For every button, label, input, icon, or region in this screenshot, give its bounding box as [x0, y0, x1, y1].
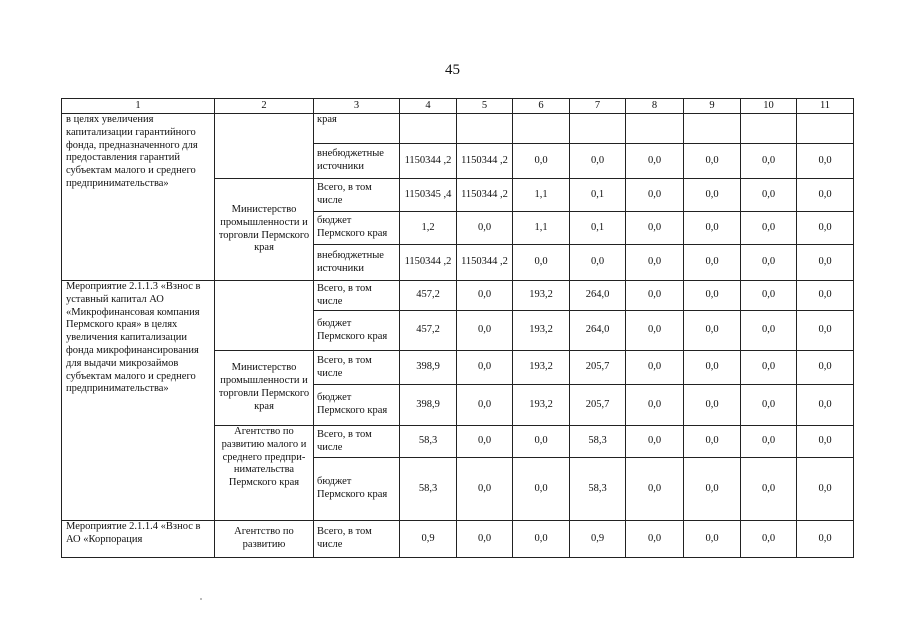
value-cell: 193,2 [513, 281, 570, 311]
value-cell: 0,0 [741, 179, 797, 212]
table-row [62, 114, 854, 144]
column-header: 2 [215, 99, 314, 114]
scan-speck [200, 598, 202, 600]
responsible-executor: Министерство промышленности и торговли Пермского края [215, 351, 314, 426]
value-cell: 0,1 [570, 212, 626, 245]
value-cell: 0,0 [457, 385, 513, 426]
value-cell: 0,0 [570, 144, 626, 179]
value-cell: 0,0 [626, 351, 684, 385]
value-cell: 193,2 [513, 311, 570, 351]
value-cell: 58,3 [400, 458, 457, 521]
value-cell: 0,0 [684, 281, 741, 311]
responsible-executor: Министерство промышленности и торговли Пермского края [215, 179, 314, 281]
responsible-executor: Агентство по развитию [215, 521, 314, 558]
value-cell: 0,0 [513, 144, 570, 179]
funding-source: края [314, 114, 400, 144]
value-cell: 0,0 [513, 458, 570, 521]
value-cell: 0,0 [457, 426, 513, 458]
value-cell [570, 114, 626, 144]
value-cell: 193,2 [513, 351, 570, 385]
value-cell: 58,3 [400, 426, 457, 458]
value-cell: 0,0 [626, 179, 684, 212]
budget-table [61, 98, 854, 558]
page-number: 45 [445, 62, 460, 78]
value-cell: 1150344 ,2 [457, 144, 513, 179]
value-cell: 0,0 [513, 245, 570, 281]
value-cell: 1150344 ,2 [400, 245, 457, 281]
value-cell: 398,9 [400, 385, 457, 426]
value-cell: 0,0 [684, 179, 741, 212]
column-header: 7 [570, 99, 626, 114]
value-cell: 0,0 [741, 385, 797, 426]
value-cell: 398,9 [400, 351, 457, 385]
column-header: 10 [741, 99, 797, 114]
value-cell: 1150344 ,2 [457, 245, 513, 281]
value-cell: 0,0 [626, 281, 684, 311]
value-cell: 0,9 [400, 521, 457, 558]
value-cell: 205,7 [570, 385, 626, 426]
funding-source: Всего, в том числе [314, 281, 400, 311]
value-cell: 457,2 [400, 281, 457, 311]
value-cell: 0,0 [457, 281, 513, 311]
funding-source: бюджет Пермского края [314, 311, 400, 351]
column-header: 3 [314, 99, 400, 114]
value-cell [741, 114, 797, 144]
funding-source: бюджет Пермского края [314, 458, 400, 521]
value-cell: 0,0 [626, 245, 684, 281]
value-cell: 0,0 [457, 212, 513, 245]
responsible-executor: Агентство по развитию малого и среднего предпри-нимательства Пермского края [215, 426, 314, 521]
value-cell: 0,0 [626, 144, 684, 179]
value-cell: 0,0 [684, 311, 741, 351]
value-cell: 0,0 [741, 458, 797, 521]
value-cell: 0,0 [626, 521, 684, 558]
column-header: 8 [626, 99, 684, 114]
funding-source: внебюджетные источники [314, 144, 400, 179]
value-cell: 0,0 [797, 351, 854, 385]
value-cell: 0,0 [684, 212, 741, 245]
value-cell: 0,0 [626, 458, 684, 521]
responsible-executor [215, 114, 314, 179]
value-cell: 0,0 [741, 245, 797, 281]
value-cell: 58,3 [570, 458, 626, 521]
value-cell: 0,0 [741, 521, 797, 558]
value-cell: 0,0 [797, 426, 854, 458]
value-cell: 0,0 [684, 458, 741, 521]
value-cell: 0,0 [513, 426, 570, 458]
value-cell: 0,0 [513, 521, 570, 558]
value-cell [457, 114, 513, 144]
value-cell: 0,0 [457, 458, 513, 521]
value-cell: 0,0 [684, 245, 741, 281]
column-header: 9 [684, 99, 741, 114]
column-header: 11 [797, 99, 854, 114]
value-cell: 0,0 [684, 521, 741, 558]
value-cell: 0,0 [797, 281, 854, 311]
value-cell: 0,1 [570, 179, 626, 212]
table-row [62, 281, 854, 311]
activity-description: Мероприятие 2.1.1.3 «Взнос в уставный капитал АО «Микрофинансовая компания Пермского края» в целях увеличения капитализации фонда микрофинансирования для выдачи микрозаймов субъектам малого и среднего предпринимательства» [62, 281, 215, 521]
value-cell: 1150344 ,2 [457, 179, 513, 212]
value-cell: 1150344 ,2 [400, 144, 457, 179]
value-cell [513, 114, 570, 144]
value-cell [400, 114, 457, 144]
value-cell: 0,0 [797, 521, 854, 558]
funding-source: Всего, в том числе [314, 179, 400, 212]
value-cell: 0,0 [741, 426, 797, 458]
table-row [62, 521, 854, 558]
column-header: 1 [62, 99, 215, 114]
value-cell: 0,0 [741, 212, 797, 245]
column-header: 4 [400, 99, 457, 114]
value-cell: 0,9 [570, 521, 626, 558]
activity-description: Мероприятие 2.1.1.4 «Взнос в АО «Корпорация [62, 521, 215, 558]
value-cell: 457,2 [400, 311, 457, 351]
funding-source: бюджет Пермского края [314, 385, 400, 426]
funding-source: Всего, в том числе [314, 351, 400, 385]
value-cell: 0,0 [797, 212, 854, 245]
value-cell [684, 114, 741, 144]
funding-source: внебюджетные источники [314, 245, 400, 281]
activity-description: в целях увеличения капитализации гарантийного фонда, предназначенного для предоставления гарантий субъектам малого и среднего предпринимательства» [62, 114, 215, 281]
value-cell: 0,0 [684, 144, 741, 179]
value-cell: 205,7 [570, 351, 626, 385]
funding-source: бюджет Пермского края [314, 212, 400, 245]
value-cell: 0,0 [797, 144, 854, 179]
value-cell [626, 114, 684, 144]
value-cell: 0,0 [797, 245, 854, 281]
value-cell: 193,2 [513, 385, 570, 426]
value-cell: 0,0 [626, 311, 684, 351]
value-cell: 0,0 [457, 311, 513, 351]
value-cell: 0,0 [626, 426, 684, 458]
header-row [62, 99, 854, 114]
value-cell: 1,1 [513, 179, 570, 212]
value-cell: 0,0 [797, 311, 854, 351]
value-cell: 0,0 [570, 245, 626, 281]
value-cell: 0,0 [626, 385, 684, 426]
value-cell: 0,0 [457, 521, 513, 558]
value-cell: 1,1 [513, 212, 570, 245]
value-cell: 0,0 [797, 385, 854, 426]
responsible-executor [215, 281, 314, 351]
value-cell: 0,0 [684, 426, 741, 458]
value-cell: 0,0 [457, 351, 513, 385]
value-cell: 0,0 [741, 351, 797, 385]
value-cell: 264,0 [570, 281, 626, 311]
value-cell: 0,0 [797, 179, 854, 212]
funding-source: Всего, в том числе [314, 521, 400, 558]
value-cell [797, 114, 854, 144]
column-header: 5 [457, 99, 513, 114]
value-cell: 1150345 ,4 [400, 179, 457, 212]
funding-source: Всего, в том числе [314, 426, 400, 458]
value-cell: 0,0 [797, 458, 854, 521]
value-cell: 0,0 [741, 281, 797, 311]
value-cell: 1,2 [400, 212, 457, 245]
value-cell: 0,0 [684, 351, 741, 385]
column-header: 6 [513, 99, 570, 114]
value-cell: 58,3 [570, 426, 626, 458]
value-cell: 0,0 [741, 144, 797, 179]
value-cell: 264,0 [570, 311, 626, 351]
value-cell: 0,0 [741, 311, 797, 351]
value-cell: 0,0 [626, 212, 684, 245]
value-cell: 0,0 [684, 385, 741, 426]
